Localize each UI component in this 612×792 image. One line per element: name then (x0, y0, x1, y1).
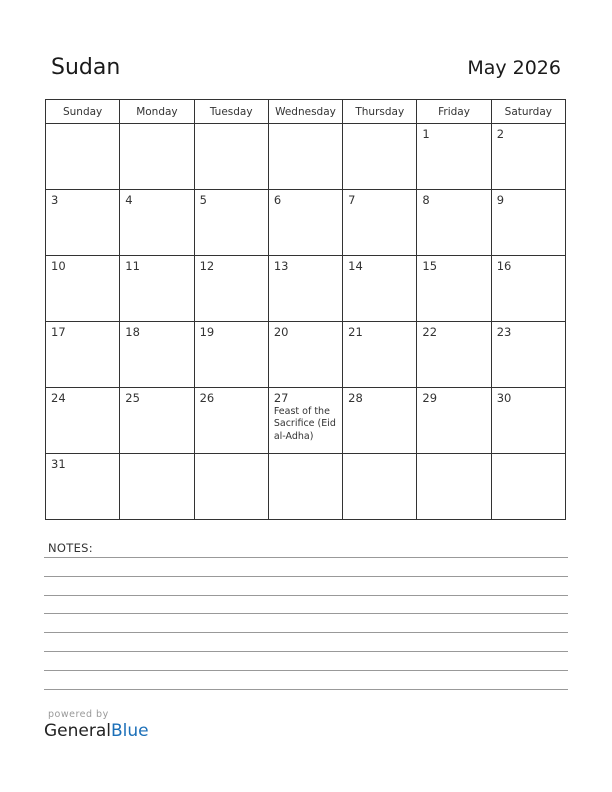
day-number (492, 454, 565, 458)
day-cell (417, 454, 491, 520)
day-number: 12 (199, 259, 215, 273)
day-cell (268, 388, 342, 454)
day-cell (120, 322, 194, 388)
weekday-thursday: Thursday (343, 100, 417, 124)
day-number: 20 (273, 325, 289, 339)
brand-name-blue: Blue (111, 721, 149, 741)
note-line (44, 557, 568, 558)
day-cell (46, 256, 120, 322)
day-cell (343, 124, 417, 190)
day-cell (417, 388, 491, 454)
holiday-label: Feast of the Sacrifice (Eid al-Adha) (273, 405, 336, 443)
day-number: 13 (273, 259, 289, 273)
day-number: 11 (125, 259, 140, 273)
day-number: 22 (422, 325, 438, 339)
day-number: 2 (496, 127, 505, 141)
day-cell (120, 454, 194, 520)
day-number: 26 (199, 391, 215, 405)
day-number: 17 (51, 325, 66, 339)
day-cell (417, 124, 491, 190)
note-line (44, 595, 568, 596)
powered-by-text: powered by (48, 709, 109, 720)
day-cell (268, 454, 342, 520)
day-cell (417, 190, 491, 256)
weekday-saturday: Saturday (491, 100, 565, 124)
weekday-tuesday: Tuesday (194, 100, 268, 124)
day-number: 28 (348, 391, 363, 405)
day-cell (120, 124, 194, 190)
day-cell (417, 256, 491, 322)
day-cell (268, 190, 342, 256)
day-cell (120, 190, 194, 256)
day-number: 7 (348, 193, 356, 207)
day-number: 23 (496, 325, 512, 339)
week-row (46, 124, 566, 190)
day-number: 19 (199, 325, 215, 339)
calendar-grid (45, 99, 566, 520)
month-year-title: May 2026 (467, 57, 561, 79)
day-number (269, 124, 342, 128)
note-line (44, 576, 568, 577)
day-cell (194, 454, 268, 520)
weekday-header-row (46, 100, 566, 124)
day-number: 3 (51, 193, 59, 207)
day-number: 14 (348, 259, 363, 273)
day-cell (491, 190, 565, 256)
day-number (195, 124, 268, 128)
day-cell (194, 124, 268, 190)
note-line (44, 632, 568, 633)
day-cell (268, 124, 342, 190)
day-number (417, 454, 490, 458)
day-number: 5 (199, 193, 207, 207)
day-cell (46, 454, 120, 520)
day-number: 25 (125, 391, 140, 405)
day-number: 24 (51, 391, 66, 405)
day-cell (491, 322, 565, 388)
weekday-wednesday: Wednesday (268, 100, 342, 124)
weekday-sunday: Sunday (46, 100, 120, 124)
note-line (44, 651, 568, 652)
brand-logo (44, 721, 149, 741)
day-number (195, 454, 268, 458)
day-number (269, 454, 342, 458)
day-cell (343, 322, 417, 388)
brand-name-general: General (44, 721, 111, 741)
day-cell (46, 388, 120, 454)
day-cell (343, 388, 417, 454)
day-number: 27 (273, 391, 289, 405)
day-number (120, 454, 193, 458)
day-cell (343, 256, 417, 322)
country-title: Sudan (51, 55, 121, 80)
note-line (44, 613, 568, 614)
day-cell (491, 124, 565, 190)
day-cell (417, 322, 491, 388)
day-cell (194, 322, 268, 388)
week-row (46, 454, 566, 520)
day-cell (46, 124, 120, 190)
day-number: 31 (51, 457, 66, 471)
day-cell (194, 190, 268, 256)
day-number: 16 (496, 259, 512, 273)
day-cell (46, 322, 120, 388)
day-cell (194, 388, 268, 454)
note-line (44, 689, 568, 690)
day-cell (343, 454, 417, 520)
day-cell (120, 388, 194, 454)
day-number (343, 454, 416, 458)
week-row (46, 388, 566, 454)
day-number (120, 124, 193, 128)
week-row (46, 322, 566, 388)
day-number: 29 (422, 391, 438, 405)
week-row (46, 256, 566, 322)
day-number: 10 (51, 259, 66, 273)
day-number: 6 (273, 193, 282, 207)
day-cell (194, 256, 268, 322)
day-number: 18 (125, 325, 140, 339)
day-number: 9 (496, 193, 505, 207)
day-cell (343, 190, 417, 256)
day-number: 4 (125, 193, 133, 207)
day-cell (268, 322, 342, 388)
day-number (46, 124, 119, 128)
day-cell (46, 190, 120, 256)
day-cell (491, 454, 565, 520)
weekday-monday: Monday (120, 100, 194, 124)
day-number: 15 (422, 259, 438, 273)
day-number: 21 (348, 325, 363, 339)
day-number: 8 (422, 193, 430, 207)
day-number: 1 (422, 127, 430, 141)
note-line (44, 670, 568, 671)
notes-label: NOTES: (48, 541, 93, 555)
day-cell (491, 388, 565, 454)
day-number: 30 (496, 391, 512, 405)
week-row (46, 190, 566, 256)
weekday-friday: Friday (417, 100, 491, 124)
day-cell (268, 256, 342, 322)
day-cell (491, 256, 565, 322)
day-cell (120, 256, 194, 322)
day-number (343, 124, 416, 128)
